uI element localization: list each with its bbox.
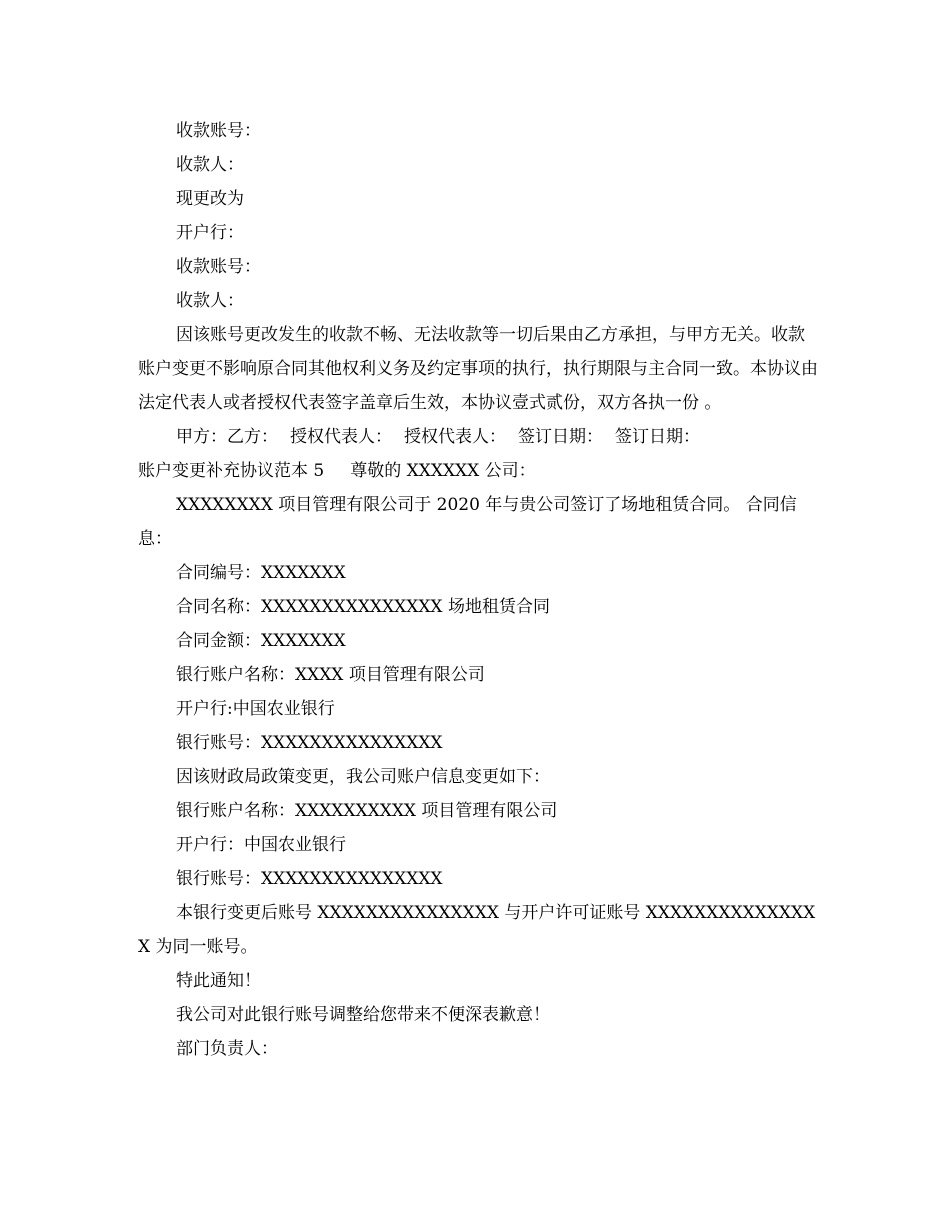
old-opening-bank-line: 开户行:中国农业银行 — [176, 699, 335, 719]
change-to-line: 现更改为 — [176, 189, 244, 209]
payee-line: 收款人： — [176, 155, 244, 175]
contract-amount-line: 合同金额：XXXXXXX — [176, 631, 346, 651]
notice-line: 特此通知！ — [176, 971, 261, 991]
party-a-label: 甲方： — [176, 427, 227, 447]
receipt-account-line: 收款账号： — [176, 121, 261, 141]
new-opening-bank-line: 开户行：中国农业银行 — [176, 835, 346, 855]
sign-date-a-label: 签订日期： — [518, 427, 603, 447]
new-receipt-account-line: 收款账号： — [176, 257, 261, 277]
contract-intro-paragraph: XXXXXXXX 项目管理有限公司于 2020 年与贵公司签订了场地租赁合同。 合同信息： — [138, 495, 797, 549]
opening-bank-line: 开户行： — [176, 223, 244, 243]
change-reason-line: 因该财政局政策变更，我公司账户信息变更如下： — [176, 767, 550, 787]
authorized-rep-b-label: 授权代表人： — [404, 427, 506, 447]
new-bank-account-name-line: 银行账户名称：XXXXXXXXXX 项目管理有限公司 — [176, 801, 558, 821]
contract-number-line: 合同编号：XXXXXXX — [176, 563, 346, 583]
document-body — [138, 114, 818, 1066]
same-account-paragraph: 本银行变更后账号 XXXXXXXXXXXXXXX 与开户许可证账号 XXXXXXXXXXXXXXX 为同一账号。 — [138, 903, 816, 957]
new-bank-account-number-line: 银行账号：XXXXXXXXXXXXXXX — [176, 869, 443, 889]
signature-line — [138, 420, 818, 454]
department-head-line: 部门负责人： — [176, 1039, 278, 1059]
sign-date-b-label: 签订日期： — [615, 427, 700, 447]
salutation: 尊敬的 XXXXXX 公司： — [350, 461, 536, 481]
liability-paragraph: 因该账号更改发生的收款不畅、无法收款等一切后果由乙方承担，与甲方无关。收款账户变更不影响原合同其他权利义务及约定事项的执行，执行期限与主合同一致。本协议由法定代表人或者授权代表签字盖章后生效，本协议壹式贰份，双方各执一份 。 — [138, 325, 818, 413]
old-bank-account-name-line: 银行账户名称：XXXX 项目管理有限公司 — [176, 665, 485, 685]
new-payee-line: 收款人： — [176, 291, 244, 311]
old-bank-account-number-line: 银行账号：XXXXXXXXXXXXXXX — [176, 733, 443, 753]
template-5-heading-line — [138, 454, 818, 488]
authorized-rep-a-label: 授权代表人： — [290, 427, 392, 447]
contract-name-line: 合同名称：XXXXXXXXXXXXXXX 场地租赁合同 — [176, 597, 550, 617]
party-b-label: 乙方： — [227, 427, 278, 447]
template-5-title: 账户变更补充协议范本 5 — [138, 461, 325, 481]
apology-line: 我公司对此银行账号调整给您带来不便深表歉意！ — [176, 1005, 550, 1025]
